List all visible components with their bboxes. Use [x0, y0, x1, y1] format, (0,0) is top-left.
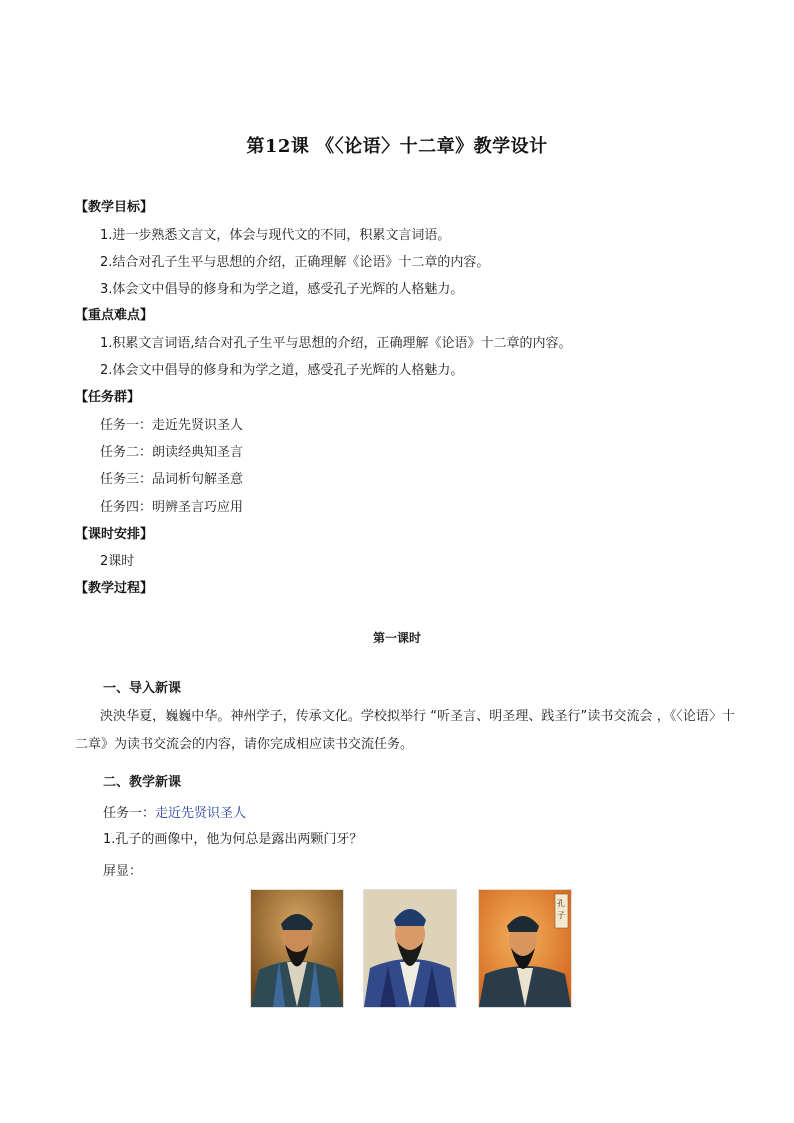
key-point-item: 1.积累文言词语,结合对孔子生平与思想的介绍，正确理解《论语》十二章的内容。 [100, 336, 572, 351]
goal-item: 2.结合对孔子生平与思想的介绍，正确理解《论语》十二章的内容。 [100, 255, 490, 270]
task1-name: 走近先贤识圣人 [155, 806, 247, 821]
task-item: 任务二：朗读经典知圣言 [100, 445, 244, 460]
key-points-heading: 【重点难点】 [75, 308, 154, 323]
page-title: 第12课 《〈论语〉十二章》教学设计 [246, 136, 548, 157]
part2-heading: 二、教学新课 [103, 775, 182, 790]
schedule-heading: 【课时安排】 [75, 527, 154, 542]
tasks-heading: 【任务群】 [75, 390, 141, 405]
display-label: 屏显： [103, 864, 143, 879]
task1-prefix: 任务一： [103, 806, 156, 821]
question-1: 1.孔子的画像中，他为何总是露出两颗门牙？ [103, 832, 363, 847]
portrait-label: 孔子 [557, 899, 565, 920]
task-item: 任务三：品词析句解圣意 [100, 472, 244, 487]
goal-item: 3.体会文中倡导的修身和为学之道，感受孔子光辉的人格魅力。 [100, 282, 464, 297]
confucius-portrait-1 [250, 889, 344, 1008]
key-point-item: 2.体会文中倡导的修身和为学之道，感受孔子光辉的人格魅力。 [100, 363, 464, 378]
confucius-portrait-2 [363, 889, 457, 1008]
task1-line [103, 802, 246, 821]
part1-heading: 一、导入新课 [103, 681, 182, 696]
task-item: 任务一：走近先贤识圣人 [100, 418, 244, 433]
task-item: 任务四：明辨圣言巧应用 [100, 500, 244, 515]
confucius-portrait-3 [478, 889, 572, 1008]
goals-heading: 【教学目标】 [75, 200, 154, 215]
process-heading: 【教学过程】 [75, 581, 154, 596]
goal-item: 1.进一步熟悉文言文，体会与现代文的不同，积累文言词语。 [100, 228, 451, 243]
part1-paragraph: 泱泱华夏，巍巍中华。神州学子，传承文化。学校拟举行 “听圣言、明圣理、践圣行”读书交流会 ，《〈论语〉十二章》为读书交流会的内容，请你完成相应读书交流任务。 [75, 709, 735, 752]
schedule-value: 2课时 [100, 554, 135, 569]
lesson-heading: 第一课时 [372, 631, 421, 645]
